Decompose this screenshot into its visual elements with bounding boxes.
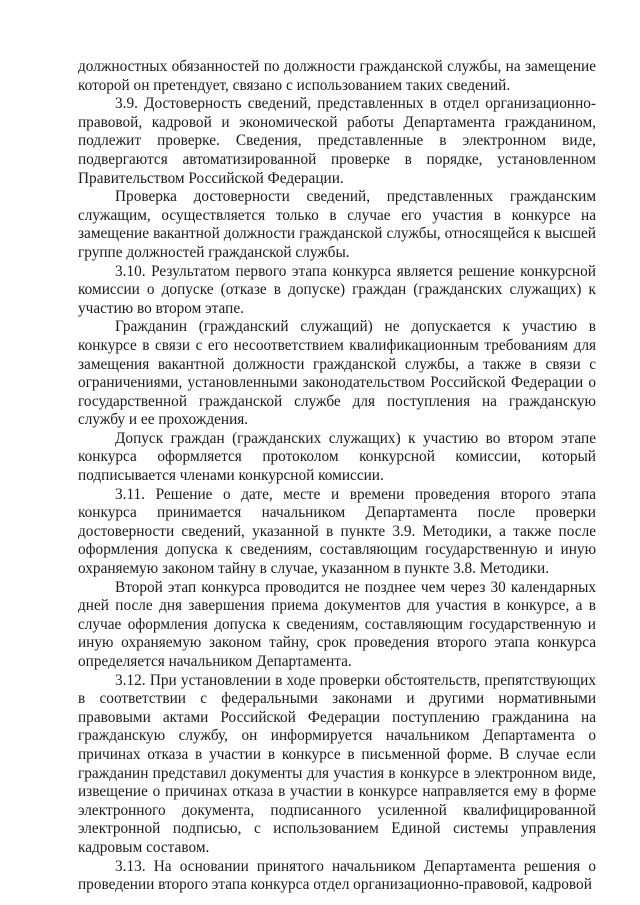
paragraph-3-12: 3.12. При установлении в ходе проверки обстоятельств, препятствующих в соответствии с федеральными законами и другими нормативными правовыми актами Российской Федерации поступлению гражданина на гражданскую службу, он информируется начальником Департамента о причинах отказа в участии в конкурсе в письменной форме. В случае если гражданин представил документы для участия в конкурсе в электронном виде, извещение о причинах отказа в участии в конкурсе направляется ему в форме электронного документа, подписанного усиленной квалифицированной электронной подписью, с использованием Единой системы управления кадровым составом.: [78, 671, 596, 856]
paragraph-3-9: 3.9. Достоверность сведений, представленных в отдел организационно-правовой, кадровой и экономической работы Департамента гражданином, подлежит проверке. Сведения, представленные в электронном виде, подвергаются автоматизированной проверке в порядке, установленном Правительством Российской Федерации.: [78, 95, 596, 187]
paragraph-3-11-second-stage-timing: Второй этап конкурса проводится не позднее чем через 30 календарных дней после дня завершения приема документов для участия в конкурсе, а в случае оформления допуска к сведениям, составляющим государственную и иную охраняемую законом тайну, срок проведения второго этапа конкурса определяется начальником Департамента.: [78, 578, 596, 670]
paragraph-3-9-verification: Проверка достоверности сведений, представленных гражданским служащим, осуществляется только в случае его участия в конкурсе на замещение вакантной должности гражданской службы, относящейся к высшей группе должностей гражданской службы.: [78, 188, 596, 261]
paragraph-continuation: должностных обязанностей по должности гражданской службы, на замещение которой он претендует, связано с использованием таких сведений.: [78, 58, 596, 94]
paragraph-3-10-admission-protocol: Допуск граждан (гражданских служащих) к участию во втором этапе конкурса оформляется протоколом конкурсной комиссии, который подписывается членами конкурсной комиссии.: [78, 429, 596, 485]
paragraph-3-13: 3.13. На основании принятого начальником Департамента решения о проведении второго этапа конкурса отдел организационно-правовой, кадровой: [78, 857, 596, 894]
paragraph-3-11: 3.11. Решение о дате, месте и времени проведения второго этапа конкурса принимается начальником Департамента после проверки достоверности сведений, указанной в пункте 3.9. Методики, а также после оформления допуска к сведениям, составляющим государственную и иную охраняемую законом тайну в случае, указанном в пункте 3.8. Методики.: [78, 485, 596, 578]
paragraph-3-10: 3.10. Результатом первого этапа конкурса является решение конкурсной комиссии о допуске (отказе в допуске) граждан (гражданских служащих) к участию во втором этапе.: [78, 262, 596, 317]
paragraph-3-10-admission-refusal: Гражданин (гражданский служащий) не допускается к участию в конкурсе в связи с его несоответствием квалификационным требованиям для замещения вакантной должности гражданской службы, а также в связи с ограничениями, установленными законодательством Российской Федерации о государственной гражданской службе для поступления на гражданскую службу и ее прохождения.: [78, 318, 596, 429]
document-page: [78, 58, 596, 895]
